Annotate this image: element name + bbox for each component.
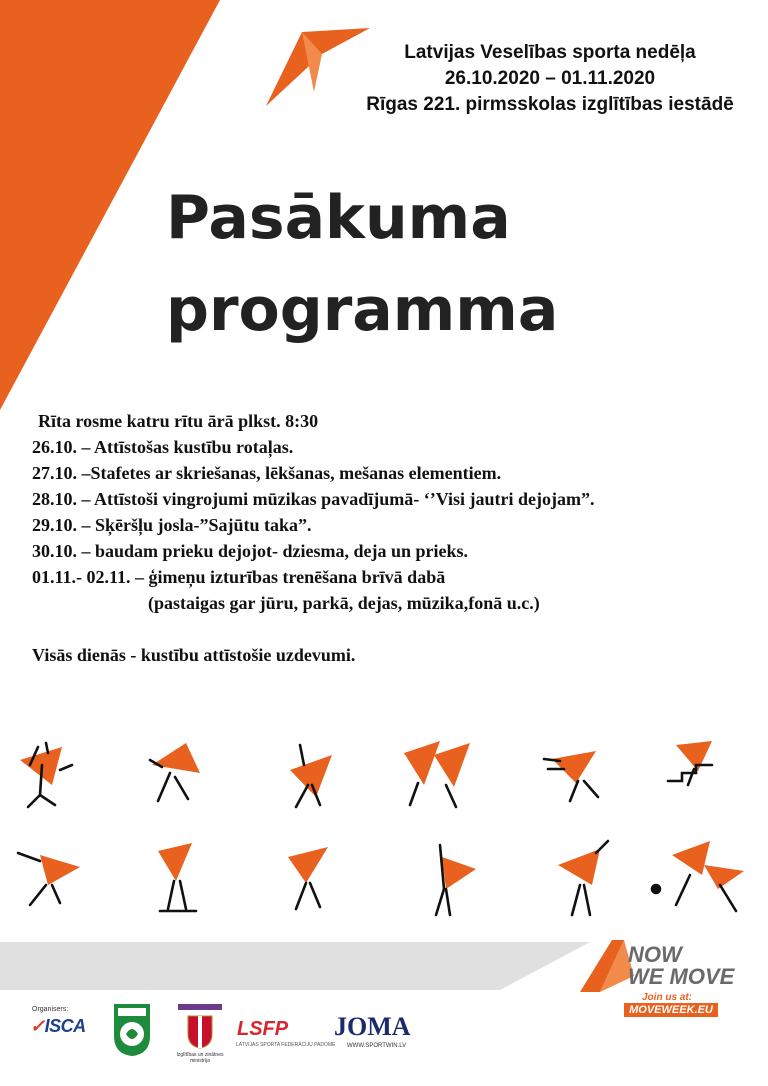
program-sub-item: (pastaigas gar jūru, parkā, dejas, mūzika,fonā u.c.) xyxy=(148,593,540,613)
footer-gray-band xyxy=(0,942,590,990)
figure-sprinter-icon xyxy=(544,751,598,801)
program-footer-note: Visās dienās - kustību attīstošie uzdevumi. xyxy=(32,645,356,665)
figure-stretcher-icon xyxy=(558,841,608,915)
sport-figures-illustration xyxy=(0,725,768,925)
program-item: 26.10. – Attīstošas kustību rotaļas. xyxy=(32,437,294,457)
joma-subtitle: WWW.SPORTWIN.LV xyxy=(347,1043,407,1049)
program-list xyxy=(32,408,752,668)
ministry-text: Izglītības un zinātnes ministrija xyxy=(176,1052,224,1064)
program-item: 30.10. – baudam prieku dejojot- dziesma, deja un prieks. xyxy=(32,541,469,561)
figure-stairs-icon xyxy=(668,741,712,785)
program-item: 29.10. – Sķēršļu josla-”Sajūtu taka”. xyxy=(32,515,312,535)
figure-skate-icon xyxy=(158,843,196,911)
program-item: 27.10. –Stafetes ar skriešanas, lēkšanas, mešanas elementiem. xyxy=(32,463,502,483)
figure-walker-icon xyxy=(436,845,476,915)
orange-triangle-logo-icon xyxy=(262,22,374,110)
title-line-2: programma xyxy=(166,275,559,345)
organisers-label: Organisers: xyxy=(32,1006,69,1013)
figure-skater-icon xyxy=(20,743,72,807)
figure-runner-icon xyxy=(150,743,200,801)
page-title xyxy=(166,172,558,356)
header-dates: 26.10.2020 – 01.11.2020 xyxy=(444,68,656,89)
join-us-text: Join us at: xyxy=(642,992,693,1003)
lsfp-logo: LSFP xyxy=(237,1018,289,1040)
program-intro: Rīta rosme katru rītu ārā plkst. 8:30 xyxy=(38,411,319,431)
header-institution: Rīgas 221. pirmsskolas izglītības iestādē xyxy=(366,94,734,115)
title-line-1: Pasākuma xyxy=(166,183,511,253)
joma-logo: JOMA xyxy=(334,1012,411,1041)
figure-dancers-icon xyxy=(404,741,470,807)
lsa-badge-icon xyxy=(112,1002,152,1058)
isca-logo: ✓ISCA xyxy=(30,1016,86,1036)
figure-skateboarder-icon xyxy=(18,853,80,905)
lsfp-subtitle: LATVIJAS SPORTA FEDERĀCIJU PADOME xyxy=(236,1042,336,1048)
figure-spinner-icon xyxy=(288,847,328,909)
ministry-crest-icon xyxy=(176,1004,224,1050)
program-item: 28.10. – Attīstoši vingrojumi mūzikas pavadījumā- ‘’Visi jautri dejojam”. xyxy=(32,489,595,509)
now-we-move-text: NOW WE MOVE xyxy=(628,942,735,989)
program-item: 01.11.- 02.11. – ģimeņu izturības trenēšana brīvā dabā xyxy=(32,567,446,587)
header-line-1: Latvijas Veselības sporta nedēļa xyxy=(404,42,696,63)
figure-jumper-icon xyxy=(290,745,332,807)
event-header xyxy=(360,40,740,118)
figure-football-icon xyxy=(652,841,744,911)
moveweek-url: MOVEWEEK.EU xyxy=(624,1003,718,1017)
